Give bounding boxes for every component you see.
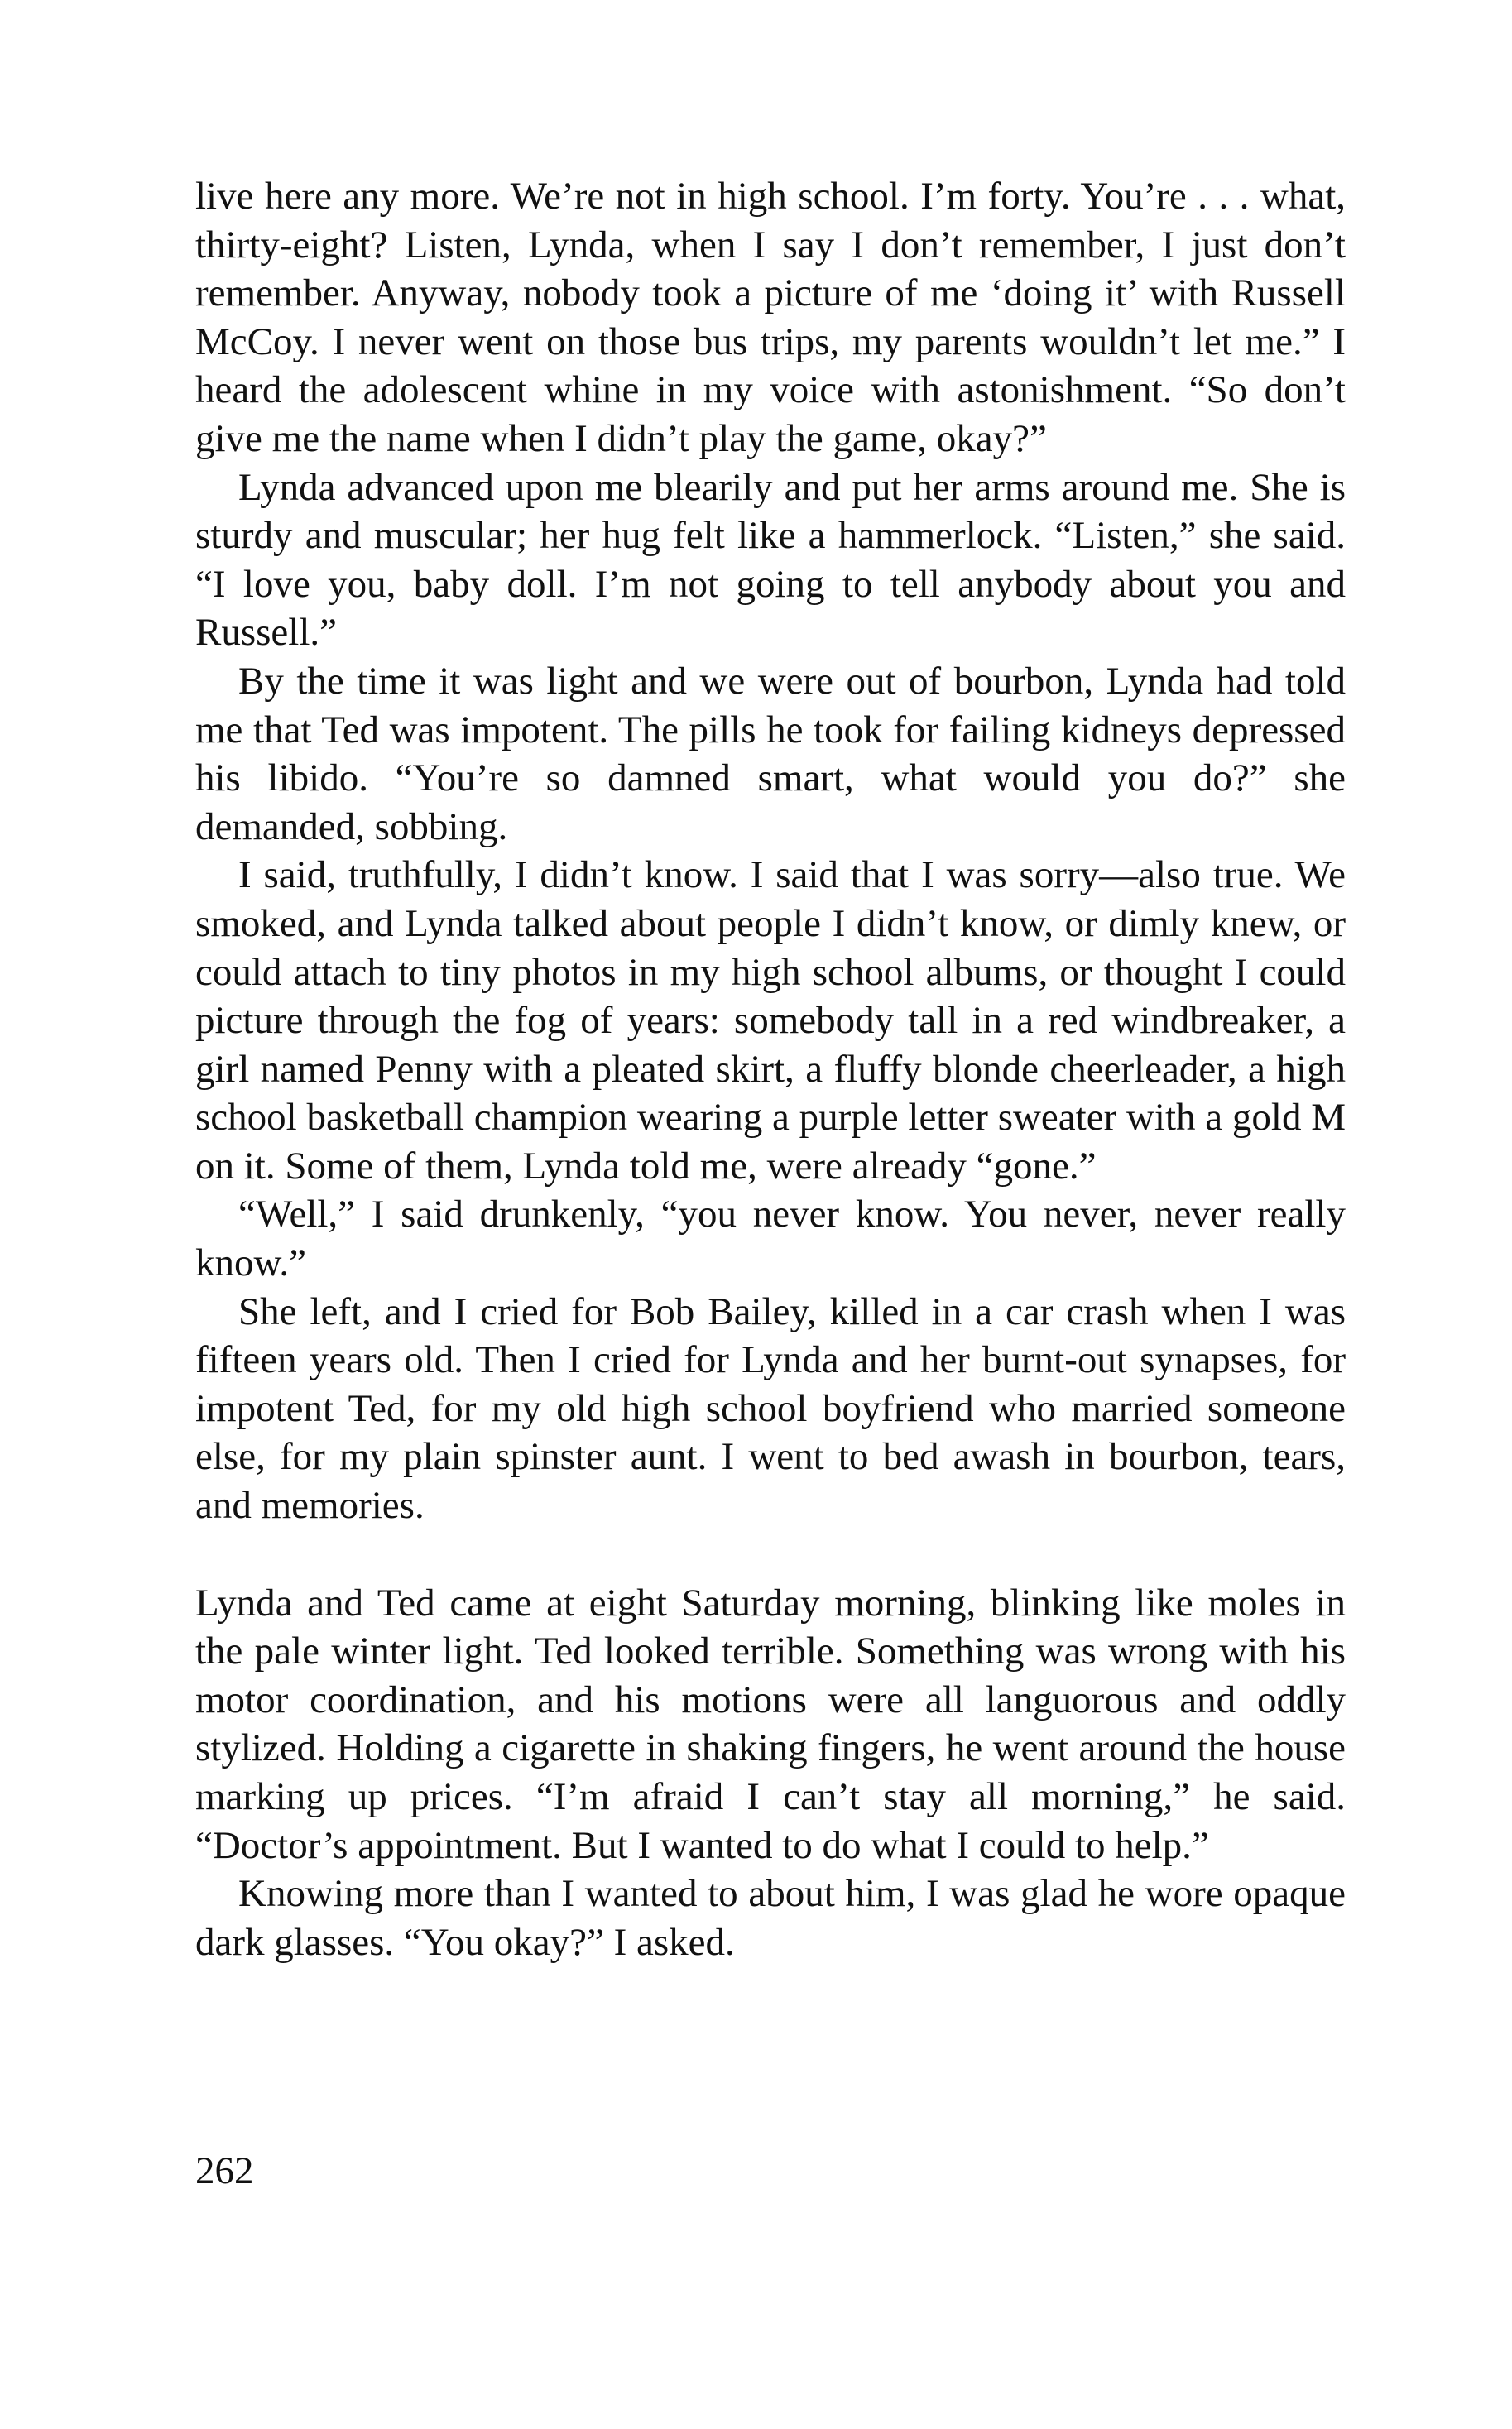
section-break <box>195 1530 1346 1579</box>
page-number: 262 <box>195 2149 254 2192</box>
paragraph: Knowing more than I wanted to about him, I was glad he wore opaque dark glasses. “You okay?” I asked. <box>195 1872 1346 1964</box>
paragraph: By the time it was light and we were out of bourbon, Lynda had told me that Ted was impotent. The pills he took for failing kidneys depressed his libido. “You’re so damned smart, what would you do?” she demanded, sobbing. <box>195 659 1346 848</box>
paragraph-continued: live here any more. We’re not in high school. I’m forty. You’re . . . what, thirty-eight? Listen, Lynda, when I say I don’t remember, I just don’t remember. Anyway, nobody took a picture of me ‘doing it’ with Russell McCoy. I never went on those bus trips, my parents wouldn’t let me.” I heard the adolescent whine in my voice with astonishment. “So don’t give me the name when I didn’t play the game, okay?” <box>195 175 1346 460</box>
paragraph: “Well,” I said drunkenly, “you never know. You never, never really know.” <box>195 1193 1346 1285</box>
page-body <box>195 172 1346 1966</box>
paragraph: She left, and I cried for Bob Bailey, killed in a car crash when I was fifteen years old. Then I cried for Lynda and her burnt-out synapses, for impotent Ted, for my old high school boyfriend who married someone else, for my plain spinster aunt. I went to bed awash in bourbon, tears, and memories. <box>195 1289 1346 1528</box>
paragraph: Lynda and Ted came at eight Saturday morning, blinking like moles in the pale winter light. Ted looked terrible. Something was wrong with his motor coordination, and his motions were all languorous and oddly stylized. Holding a cigarette in shaking fingers, he went around the house marking up prices. “I’m afraid I can’t stay all morning,” he said. “Doctor’s appointment. But I wanted to do what I could to help.” <box>195 1581 1346 1867</box>
paragraph: I said, truthfully, I didn’t know. I said that I was sorry—also true. We smoked, and Lynda talked about people I didn’t know, or dimly knew, or could attach to tiny photos in my high school albums, or thought I could picture through the fog of years: somebody tall in a red windbreaker, a girl named Penny with a pleated skirt, a fluffy blonde cheerleader, a high school basketball champion wearing a purple letter sweater with a gold M on it. Some of them, Lynda told me, were already “gone.” <box>195 853 1346 1188</box>
paragraph: Lynda advanced upon me blearily and put her arms around me. She is sturdy and muscular; her hug felt like a hammerlock. “Listen,” she said. “I love you, baby doll. I’m not going to tell anybody about you and Russell.” <box>195 465 1346 655</box>
